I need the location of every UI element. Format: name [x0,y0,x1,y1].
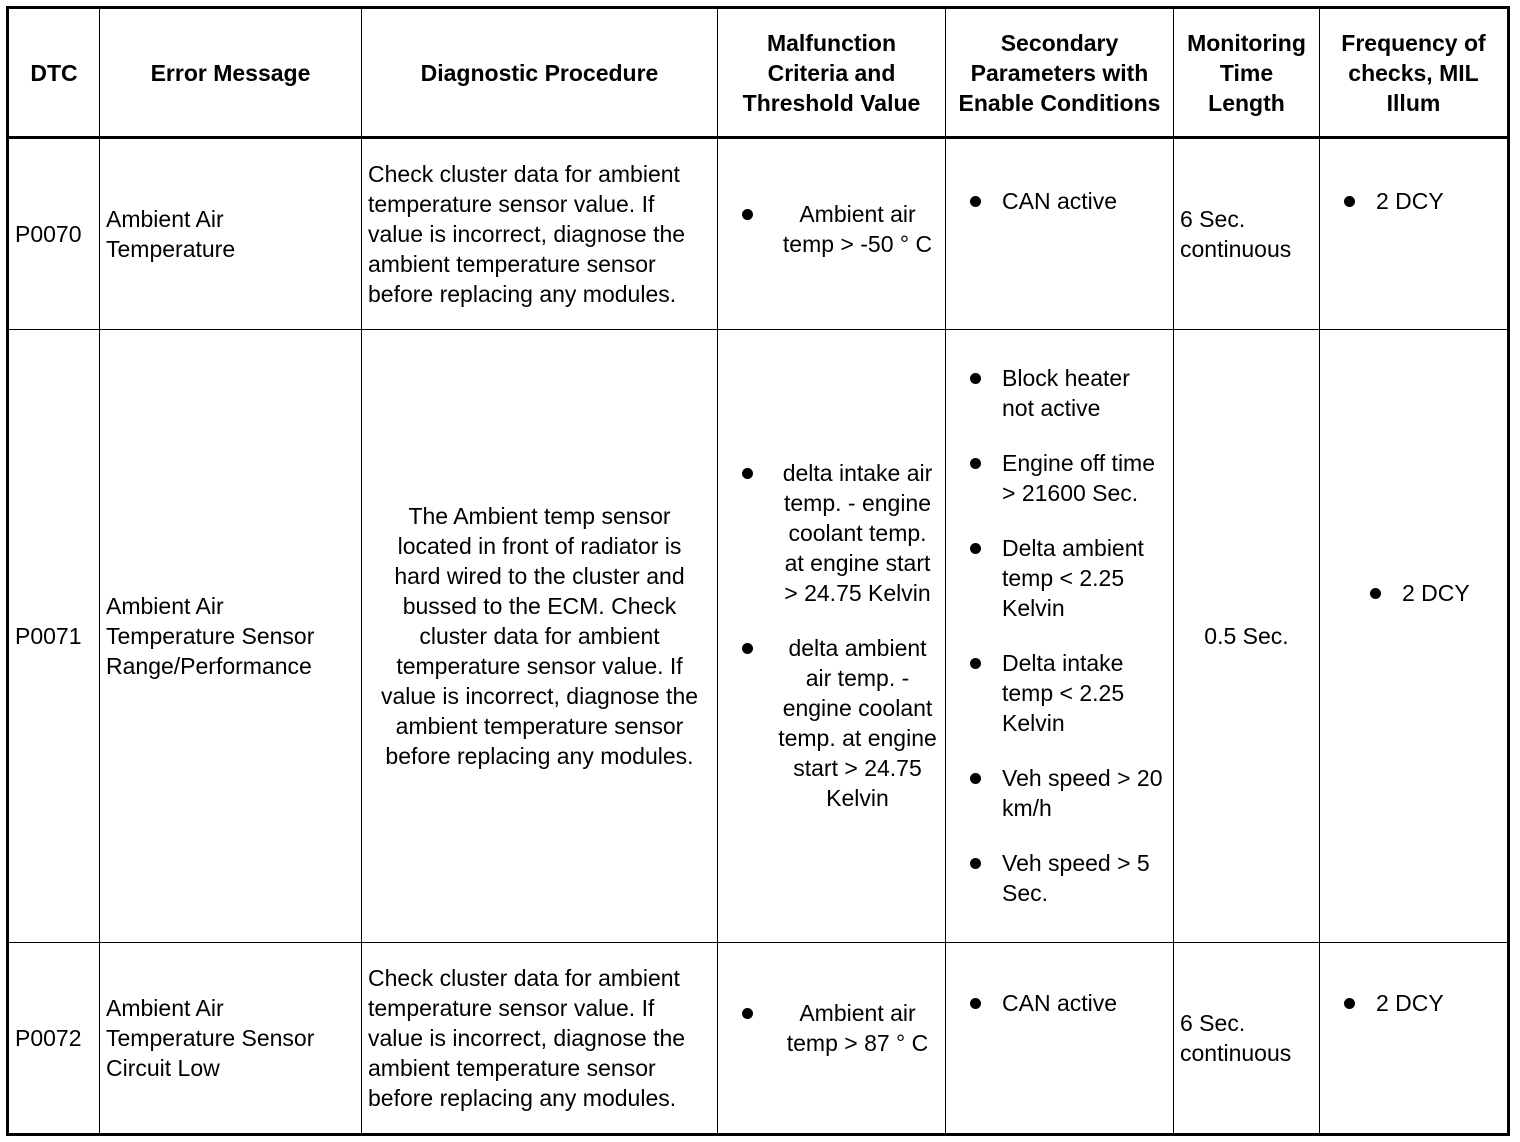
dtc-code: P0070 [8,138,100,330]
header-monitoring: Monitoring Time Length [1174,8,1320,138]
bullet-item: delta intake air temp. - engine coolant temp. at engine start > 24.75 Kelvin [718,458,945,608]
header-secondary: Secondary Parameters with Enable Conditions [946,8,1174,138]
bullet-item: Block heater not active [946,363,1173,423]
bullet-item: 2 DCY [1320,186,1507,216]
bullet-item: Engine off time > 21600 Sec. [946,448,1173,508]
diagnostic-procedure: Check cluster data for ambient temperature sensor value. If value is incorrect, diagnose the ambient temperature sensor before replacing any modules. [362,942,718,1134]
bullet-item: Veh speed > 5 Sec. [946,848,1173,908]
header-row [8,8,1509,138]
error-message: Ambient Air Temperature Sensor Range/Performance [100,330,362,943]
monitoring-time: 0.5 Sec. [1174,330,1320,943]
monitoring-time: 6 Sec. continuous [1174,942,1320,1134]
secondary-parameters [946,138,1174,330]
bullet-item: Ambient air temp > -50 ° C [718,199,945,259]
error-message: Ambient Air Temperature [100,138,362,330]
error-message: Ambient Air Temperature Sensor Circuit Low [100,942,362,1134]
bullet-item: CAN active [946,186,1173,216]
malfunction-criteria [718,138,946,330]
header-frequency: Frequency of checks, MIL Illum [1320,8,1509,138]
secondary-parameters [946,330,1174,943]
diagnostic-procedure: Check cluster data for ambient temperature sensor value. If value is incorrect, diagnose the ambient temperature sensor before replacing any modules. [362,138,718,330]
table-row [8,138,1509,330]
monitoring-time: 6 Sec. continuous [1174,138,1320,330]
frequency [1320,942,1509,1134]
bullet-item: CAN active [946,988,1173,1018]
diagnostic-procedure: The Ambient temp sensor located in front of radiator is hard wired to the cluster and bussed to the ECM. Check cluster data for ambient temperature sensor value. If value is incorrect, diagnose the ambient temperature sensor before replacing any modules. [362,330,718,943]
table-row [8,330,1509,943]
malfunction-criteria [718,942,946,1134]
frequency [1320,330,1509,943]
header-malfunction: Malfunction Criteria and Threshold Value [718,8,946,138]
header-error-message: Error Message [100,8,362,138]
bullet-item: 2 DCY [1346,578,1507,608]
bullet-item: 2 DCY [1320,988,1507,1018]
header-diagnostic-procedure: Diagnostic Procedure [362,8,718,138]
frequency [1320,138,1509,330]
dtc-code: P0072 [8,942,100,1134]
dtc-code: P0071 [8,330,100,943]
secondary-parameters [946,942,1174,1134]
bullet-item: Ambient air temp > 87 ° C [718,998,945,1058]
dtc-table [6,6,1510,1136]
table-row [8,942,1509,1134]
malfunction-criteria [718,330,946,943]
bullet-item: Delta intake temp < 2.25 Kelvin [946,648,1173,738]
bullet-item: delta ambient air temp. - engine coolant temp. at engine start > 24.75 Kelvin [718,633,945,813]
header-dtc: DTC [8,8,100,138]
bullet-item: Veh speed > 20 km/h [946,763,1173,823]
bullet-item: Delta ambient temp < 2.25 Kelvin [946,533,1173,623]
